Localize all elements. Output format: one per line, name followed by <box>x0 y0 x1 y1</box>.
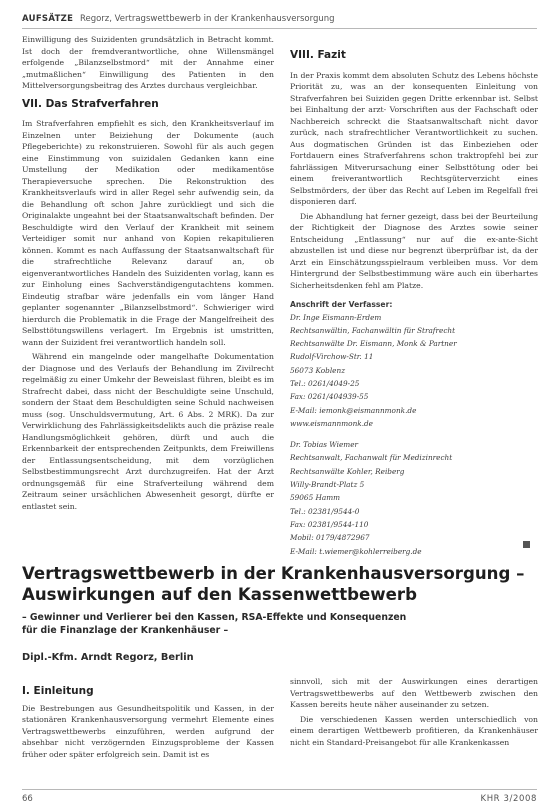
email-link[interactable]: E-Mail: t.wiemer@kohlerreiberg.de <box>290 546 422 556</box>
running-header <box>22 10 537 29</box>
address-line: 59065 Hamm <box>290 493 341 503</box>
running-title: Regorz, Vertragswettbewerb in der Krankenhausversorgung <box>79 14 335 24</box>
column-bottom-left <box>22 680 274 788</box>
article-author: Dipl.-Kfm. Arndt Regorz, Berlin <box>22 652 194 663</box>
address-line: Tel.: 0261/4049-25 <box>290 378 360 388</box>
article-title-line: Auswirkungen auf den Kassenwettbewerb <box>22 585 417 604</box>
address-line: Fax: 02381/9544-110 <box>290 519 369 529</box>
address-line: Tel.: 02381/9544-0 <box>290 506 360 516</box>
paragraph: Im Strafverfahren empfiehlt es sich, den Krankheitsverlauf im Einzelnen unter Beiziehung der Dokumente (auch Pflegeberichte) zu rekonstruieren. Sowohl für als auch gegen eine Einstimmung von suizidalen Gedanken kann eine Umstellung der Medikation oder medikamentöse Therapieversuche sprechen. Die Rekonstruktion des Krankheitsverlaufs wird in aller Regel sehr aufwendig sein, da die Behandlung oft schon Jahre zurückliegt und sich die Originalakte ungeahnt bei der Staatsanwaltschaft befinden. Der Beschuldigte wird den Verlauf der Krankheit mit seinem Verteidiger somit nur anhand von Kopien rekapitulieren können. Kommt es nach Auffassung der Staatsanwaltschaft für die strafrechtliche Relevanz darauf an, ob eigenverantwortliches Handeln des Suizidenten vorlag, kann es zur Einholung eines Sachverständigengutachtens kommen. Eindeutig strafbar wäre jedenfalls ein vom länger Hand geplanter sogenannter „Bilanzselbstmord“. Schwieriger wird hierdurch die Problematik in die Frage der Mangelfreiheit des Selbsttötungswillens verlagert. Im Ergebnis ist umstritten, wann der Suizident frei verantwortlich handeln soll. <box>22 119 274 347</box>
author-address-2 <box>290 440 538 556</box>
address-line: Rudolf-Virchow-Str. 11 <box>290 352 374 362</box>
address-line: Dr. Inge Eismann-Erdem <box>290 312 382 322</box>
section-heading-strafverfahren: VII. Das Strafverfahren <box>22 97 159 110</box>
page-footer <box>22 789 537 808</box>
article-title-line: Vertragswettbewerb in der Krankenhausversorgung – <box>22 564 525 583</box>
address-line: Fax: 0261/404939-55 <box>290 392 369 402</box>
paragraph: sinnvoll, sich mit der Auswirkungen eines derartigen Vertragswettbewerbs auf den Wettbewerb zwischen den Kassen bereits heute näher auseinander zu setzen. <box>290 677 538 709</box>
paragraph: Die Abhandlung hat ferner gezeigt, dass bei der Beurteilung der Richtigkeit der Diagnose des Arztes sowie seiner Entscheidung „Entlassung“ nur auf die ex-ante-Sicht abzustellen ist und diese nur begrenzt überprüfbar ist, da der Arzt ein Einschätzungsspielraum verbleiben muss. Vor dem Hintergrund der Selbstbestimmung wäre auch ein überhartes Sicherheitsdenken fehl am Platze. <box>290 211 538 290</box>
section-heading-fazit: VIII. Fazit <box>290 49 346 61</box>
address-title: Anschrift der Verfasser: <box>290 300 393 309</box>
address-line: Rechtsanwalt, Fachanwalt für Medizinrecht <box>290 453 453 463</box>
paragraph: Während ein mangelnde oder mangelhafte Dokumentation der Diagnose und des Verlaufs der Behandlung im Zivilrecht regelmäßig zu einer Umkehr der Beweislast führen, bleibt es im Strafrecht dabei, dass nicht der Beschuldigte seine Unschuld, sondern der Staat dem Beschuldigten seine Schuld nachweisen muss (sog. Unschuldsvermutung, Art. 6 Abs. 2 MRK). Da zur Verwirklichung des Fahrlässigkeitsdelikts auch die präzise reale Handlungsmöglichkeit gehören, dürft und auch die Erkennbarkeit der entsprechenden Zeitpunkts, dem Freiwillens der Entlassungsentscheidung, mit dem vorzüglichen Selbstbestimmungsrecht Arzt durchzugreifen. Hat der Arzt ordnungsgemäß für eine Strafverteilung während dem Zeitraum seiner ursächlichen Abwesenheit gesorgt, dürfte er entlastet sein. <box>22 352 274 511</box>
paragraph: In der Praxis kommt dem absoluten Schutz des Lebens höchste Priorität zu, was an der konsequenten Einleitung von Strafverfahren bei Suiziden gegen Dritte erkennbar ist. Selbst bei Einhaltung der arzt- Vorschriften aus der Fachschaft oder Nachbereich schreckt die Staatsanwaltschaft nicht davor zurück, nach strafrechtlicher Verantwortlichkeit zu suchen. Aus dogmatischen Gründen ist das Einbeziehen oder Fortdauern eines Strafverfahrens schon traktropfehl bei zur fahrlässigen Mitverursachung einer Selbsttötung oder bei einem freiverantwortlich Rechtsgüterverzicht eines Selbstmörders, der über das Recht auf Leben im Regelfall frei disponieren darf. <box>290 70 538 206</box>
section-heading-einleitung: I. Einleitung <box>22 685 94 697</box>
address-line: Rechtsanwälte Kohler, Reiberg <box>290 466 405 476</box>
paragraph: Die Bestrebungen aus Gesundheitspolitik und Kassen, in der stationären Krankenhausversorgung vermehrt Elemente eines Vertragswettbewerbs einzuführen, werden aufgrund der absehbar nicht verzögernden Einzugsprobleme der Kassen früher oder später erfolgreich sein. Damit ist es <box>22 703 274 759</box>
paragraph: Die verschiedenen Kassen werden unterschiedlich von einem derartigen Wettbewerb profitieren, da Krankenhäuser nicht ein Standard-Preisangebot für alle Krankenkassen <box>290 714 538 747</box>
article-end-mark <box>523 541 530 548</box>
subtitle-line: – Gewinner und Verlierer bei den Kassen, RSA-Effekte und Konsequenzen <box>22 612 407 623</box>
address-line: Willy-Brandt-Platz 5 <box>290 480 365 490</box>
website-link[interactable]: www.eismannmonk.de <box>290 418 373 428</box>
email-link[interactable]: E-Mail: iemonk@eismannmonk.de <box>290 405 417 415</box>
article-title <box>22 563 537 605</box>
address-line: Mobil: 0179/4872967 <box>290 533 370 543</box>
section-label: AUFSÄTZE <box>22 14 74 24</box>
subtitle-line: für die Finanzlage der Krankenhäuser – <box>22 624 229 636</box>
journal-issue: KHR 3/2008 <box>480 794 537 804</box>
paragraph: Einwilligung des Suizidenten grundsätzlich in Betracht kommt. Ist doch der fremdverantwortliche, ohne Willensmängel erfolgende „Bilanzselbstmord“ mit der Annahme einer „mutmaßlichen“ Einwilligung des Patienten in den Mittelversorgungsbeitrag des Arztes durchaus vergleichbar. <box>22 35 274 90</box>
author-address-1 <box>290 313 538 430</box>
address-line: Rechtsanwältin, Fachanwältin für Strafrecht <box>290 325 456 335</box>
column-top-left <box>22 34 274 554</box>
page-number: 66 <box>22 794 33 804</box>
spacer <box>290 432 538 440</box>
column-bottom-right <box>290 676 538 788</box>
address-line: Rechtsanwälte Dr. Eismann, Monk & Partner <box>290 339 457 349</box>
address-line: 56073 Koblenz <box>290 365 346 375</box>
article-subtitle <box>22 612 537 637</box>
column-top-right <box>290 34 538 556</box>
address-line: Dr. Tobias Wiemer <box>290 440 359 450</box>
